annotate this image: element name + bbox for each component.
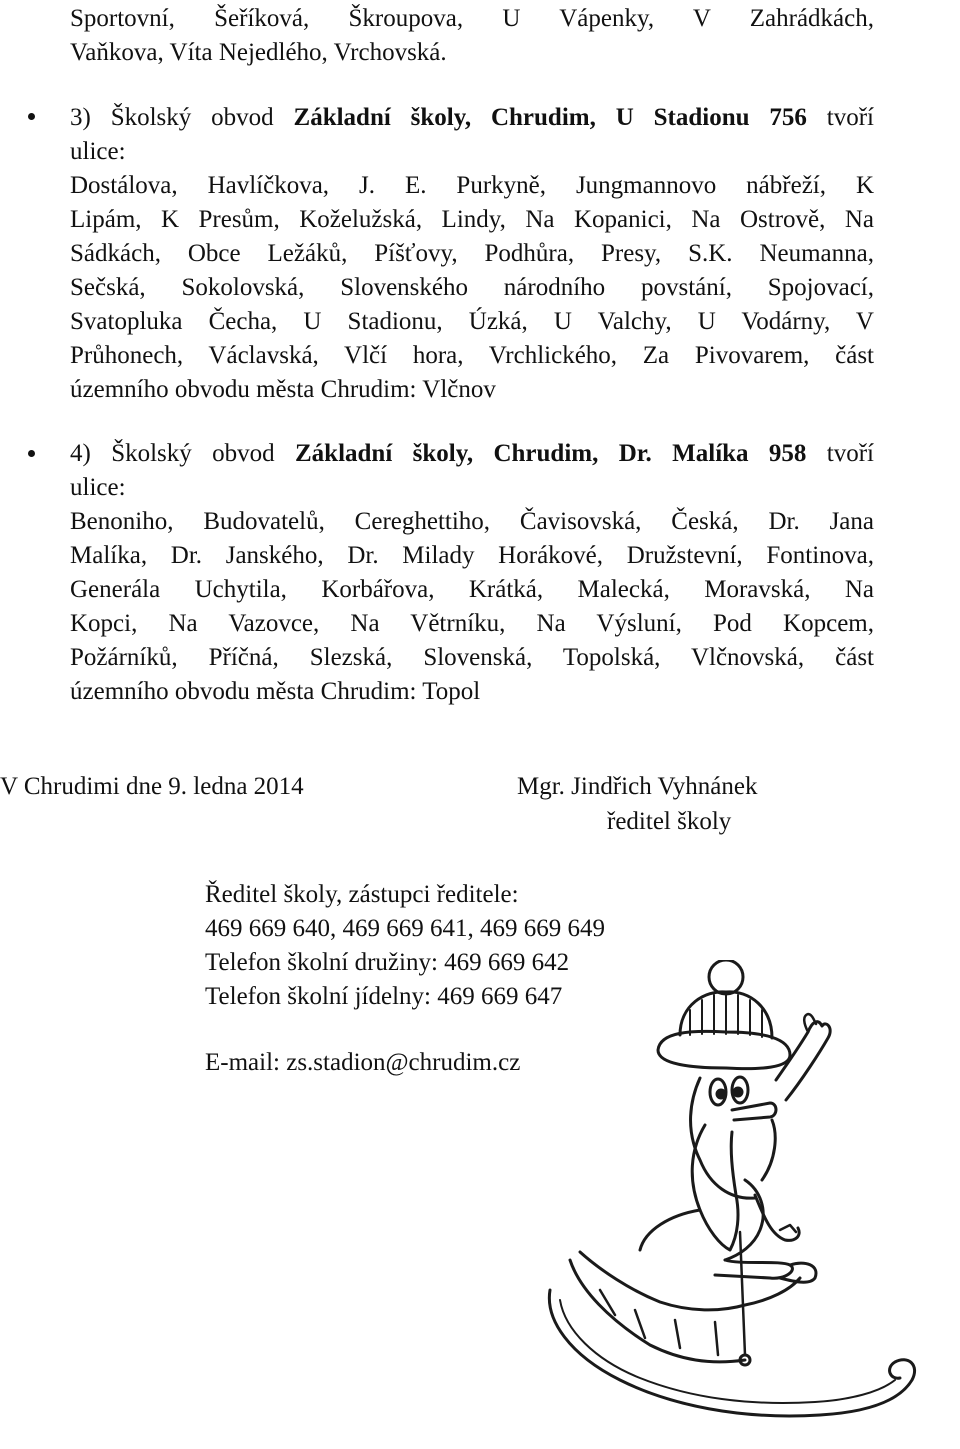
heading-suffix: tvoří: [806, 104, 874, 131]
heading-prefix: 3) Školský obvod: [70, 104, 294, 131]
street-line: Požárníků, Příčná, Slezská, Slovenská, Topolská, Vlčnovská, část: [70, 644, 874, 671]
street-line: Malíka, Dr. Janského, Dr. Milady Horákové, Družstevní, Fontinova,: [70, 542, 874, 569]
pompom: [709, 960, 743, 994]
beard: [692, 1125, 738, 1250]
street-line: územního obvodu města Chrudim: Vlčnov: [70, 376, 496, 403]
district-heading: [70, 437, 874, 471]
ulice-label: ulice:: [70, 474, 126, 501]
nose: [732, 1103, 776, 1120]
place-date: V Chrudimi dne 9. ledna 2014: [0, 773, 304, 800]
street-line: Benoniho, Budovatelů, Cereghettiho, Čavisovská, Česká, Dr. Jana: [70, 508, 874, 535]
bullet: [28, 113, 35, 120]
street-line: Lipám, K Presům, Koželužská, Lindy, Na Kopanici, Na Ostrově, Na: [70, 206, 874, 233]
district-3: [70, 101, 874, 407]
district-4: [70, 437, 874, 709]
school-name: Základní školy, Chrudim, Dr. Malíka 958: [295, 440, 807, 467]
school-name: Základní školy, Chrudim, U Stadionu 756: [293, 104, 807, 131]
text-line: Vaňkova, Víta Nejedlého, Vrchovská.: [70, 39, 447, 66]
hat-brim: [658, 1031, 790, 1068]
contact-line: Telefon školní družiny: 469 669 642: [205, 949, 570, 976]
contact-line: Ředitel školy, zástupci ředitele:: [205, 881, 519, 908]
signatory-name: Mgr. Jindřich Vyhnánek: [517, 773, 758, 800]
continuation-streets: [70, 2, 874, 70]
street-line: Generála Uchytila, Korbářova, Krátká, Malecká, Moravská, Na: [70, 576, 874, 603]
bullet: [28, 450, 35, 457]
street-line: územního obvodu města Chrudim: Topol: [70, 678, 481, 705]
ulice-label: ulice:: [70, 138, 126, 165]
street-line: Sádkách, Obce Ležáků, Píšťovy, Podhůra, Presy, S.K. Neumanna,: [70, 240, 874, 267]
street-line: Dostálova, Havlíčkova, J. E. Purkyně, Jungmannovo nábřeží, K: [70, 172, 874, 199]
email: E-mail: zs.stadion@chrudim.cz: [205, 1049, 521, 1076]
heading-suffix: tvoří: [806, 440, 875, 467]
street-line: Kopci, Na Vazovce, Na Větrníku, Na Výsluní, Pod Kopcem,: [70, 610, 874, 637]
street-line: Sečská, Sokolovská, Slovenského národního povstání, Spojovací,: [70, 274, 874, 301]
district-heading: [70, 101, 874, 135]
heading-prefix: 4) Školský obvod: [70, 440, 295, 467]
contact-line: Telefon školní jídelny: 469 669 647: [205, 983, 563, 1010]
street-line: Svatopluka Čecha, U Stadionu, Úzká, U Valchy, U Vodárny, V: [70, 308, 874, 335]
signatory-title: ředitel školy: [607, 808, 732, 835]
street-line: Průhonech, Václavská, Vlčí hora, Vrchlického, Za Pivovarem, část: [70, 342, 874, 369]
text-line: Sportovní, Šeříková, Škroupova, U Vápenky, V Zahrádkách,: [70, 5, 874, 32]
contact-line: 469 669 640, 469 669 641, 469 669 649: [205, 915, 605, 942]
mascot-sled-illustration: [540, 960, 960, 1449]
